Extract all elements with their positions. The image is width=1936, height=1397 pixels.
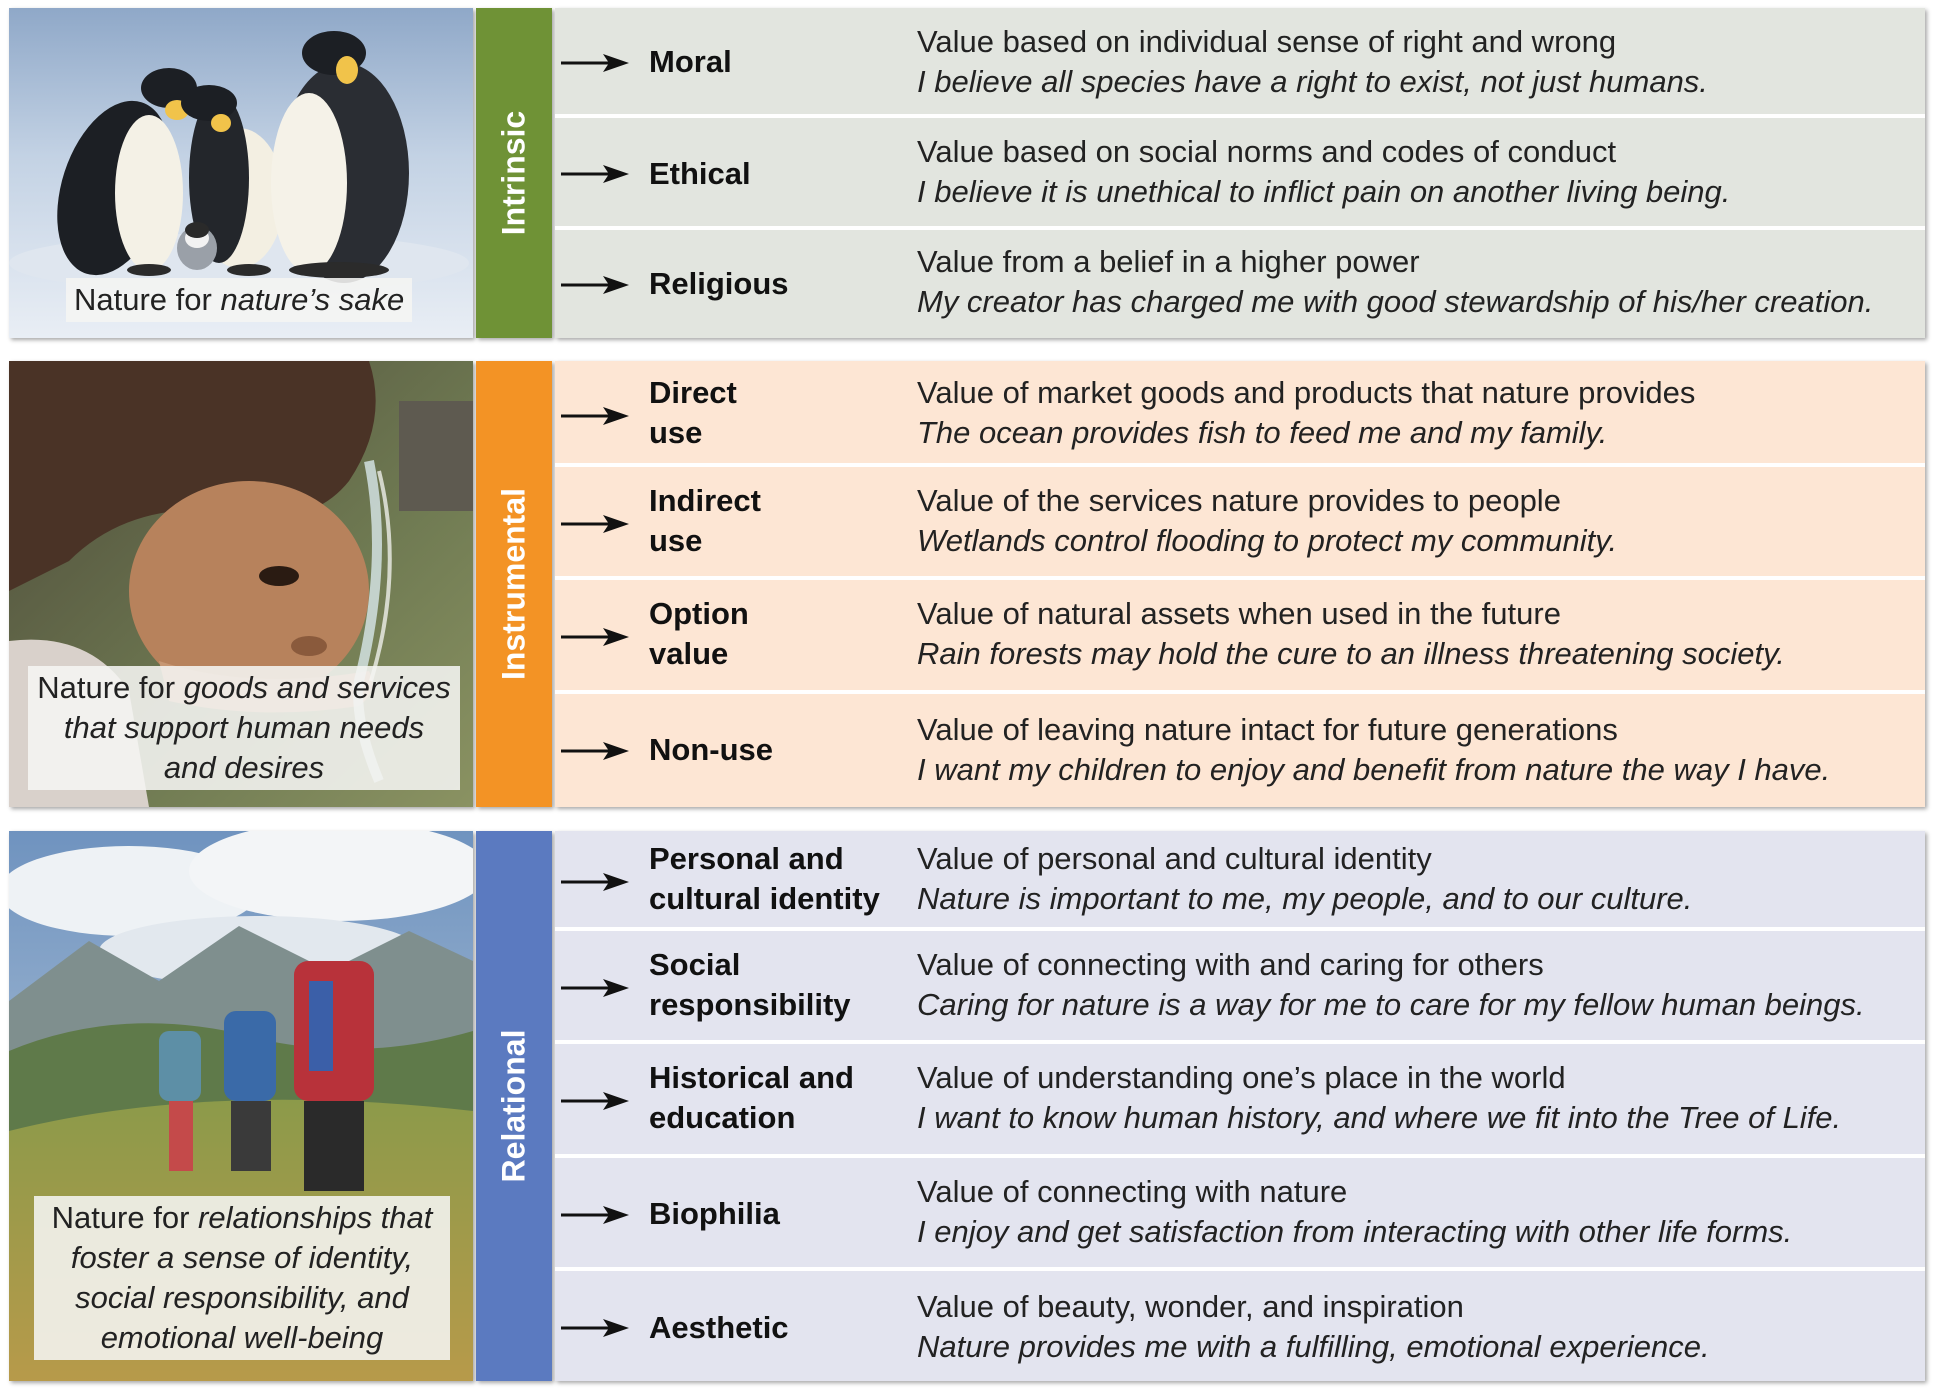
row-biophilia: [555, 1158, 1925, 1271]
row-direct-use: [555, 361, 1925, 467]
row-option-value: [555, 580, 1925, 694]
row-description: [917, 132, 1915, 212]
section-relational: [9, 831, 1925, 1381]
row-definition: Value of personal and cultural identity: [917, 841, 1432, 876]
row-description: [917, 242, 1915, 322]
arrow-icon: [559, 274, 629, 296]
row-label: Direct use: [649, 375, 737, 450]
row-definition: Value of the services nature provides to people: [917, 483, 1561, 518]
arrow-icon: [559, 52, 629, 74]
row-definition: Value of natural assets when used in the future: [917, 596, 1561, 631]
row-definition: Value of leaving nature intact for future generations: [917, 712, 1618, 747]
instrumental-band: [476, 361, 552, 807]
row-historical-education: [555, 1044, 1925, 1158]
hikers-photo: [9, 831, 473, 1381]
arrow-icon: [559, 163, 629, 185]
row-definition: Value of connecting with nature: [917, 1174, 1348, 1209]
row-example: I enjoy and get satisfaction from interacting with other life forms.: [917, 1214, 1793, 1249]
row-religious: [555, 230, 1925, 338]
row-description: [917, 710, 1915, 790]
row-description: [917, 945, 1915, 1025]
arrow-icon: [559, 977, 629, 999]
penguins-photo: [9, 8, 473, 338]
intrinsic-band: [476, 8, 552, 338]
arrow-icon: [559, 1317, 629, 1339]
instrumental-rows: [555, 361, 1925, 807]
row-description: [917, 1058, 1915, 1138]
row-label: Aesthetic: [649, 1310, 789, 1345]
row-description: [917, 594, 1915, 674]
row-definition: Value from a belief in a higher power: [917, 244, 1420, 279]
row-non-use: [555, 694, 1925, 807]
row-indirect-use: [555, 467, 1925, 580]
row-definition: Value of understanding one’s place in the world: [917, 1060, 1566, 1095]
intrinsic-rows: [555, 8, 1925, 338]
row-social-responsibility: [555, 931, 1925, 1044]
intrinsic-band-label: Intrinsic: [495, 110, 532, 236]
row-label: Moral: [649, 44, 732, 79]
row-description: [917, 22, 1915, 102]
relational-band: [476, 831, 552, 1381]
row-label: Historical and education: [649, 1060, 854, 1135]
arrow-icon: [559, 626, 629, 648]
row-label: Non-use: [649, 732, 773, 767]
relational-caption: Nature for relationships that foster a sense of identity, social responsibility, and emotional well-being: [34, 1196, 450, 1360]
row-example: The ocean provides fish to feed me and my family.: [917, 415, 1608, 450]
section-instrumental: [9, 361, 1925, 807]
row-definition: Value based on individual sense of right and wrong: [917, 24, 1617, 59]
row-label: Ethical: [649, 156, 751, 191]
arrow-icon: [559, 405, 629, 427]
row-example: I believe all species have a right to exist, not just humans.: [917, 64, 1708, 99]
row-example: Wetlands control flooding to protect my community.: [917, 523, 1618, 558]
arrow-icon: [559, 871, 629, 893]
row-definition: Value based on social norms and codes of conduct: [917, 134, 1617, 169]
arrow-icon: [559, 1204, 629, 1226]
intrinsic-caption: Nature for nature’s sake: [66, 278, 412, 322]
row-description: [917, 1287, 1915, 1367]
row-description: [917, 839, 1915, 919]
row-description: [917, 373, 1915, 453]
row-example: I want my children to enjoy and benefit from nature the way I have.: [917, 752, 1831, 787]
row-label: Social responsibility: [649, 947, 851, 1022]
row-description: [917, 481, 1915, 561]
section-intrinsic: [9, 8, 1925, 338]
row-label: Option value: [649, 596, 749, 671]
row-example: I believe it is unethical to inflict pain on another living being.: [917, 174, 1731, 209]
row-label: Indirect use: [649, 483, 761, 558]
row-label: Religious: [649, 266, 789, 301]
row-label: Biophilia: [649, 1196, 780, 1231]
row-ethical: [555, 118, 1925, 230]
instrumental-band-label: Instrumental: [495, 487, 532, 681]
row-example: Caring for nature is a way for me to care for my fellow human beings.: [917, 987, 1865, 1022]
arrow-icon: [559, 1090, 629, 1112]
relational-band-label: Relational: [495, 1029, 532, 1183]
row-definition: Value of market goods and products that nature provides: [917, 375, 1696, 410]
row-aesthetic: [555, 1271, 1925, 1381]
row-moral: [555, 8, 1925, 118]
row-personal-cultural-identity: [555, 831, 1925, 931]
arrow-icon: [559, 513, 629, 535]
row-description: [917, 1172, 1915, 1252]
row-label: Personal and cultural identity: [649, 841, 880, 916]
row-definition: Value of connecting with and caring for others: [917, 947, 1544, 982]
row-example: Nature is important to me, my people, and to our culture.: [917, 881, 1693, 916]
row-example: Rain forests may hold the cure to an illness threatening society.: [917, 636, 1785, 671]
relational-rows: [555, 831, 1925, 1381]
instrumental-caption: Nature for goods and services that support human needs and desires: [28, 666, 460, 790]
girl-drinking-photo: [9, 361, 473, 807]
arrow-icon: [559, 740, 629, 762]
row-example: I want to know human history, and where we fit into the Tree of Life.: [917, 1100, 1842, 1135]
row-example: Nature provides me with a fulfilling, emotional experience.: [917, 1329, 1710, 1364]
row-definition: Value of beauty, wonder, and inspiration: [917, 1289, 1464, 1324]
row-example: My creator has charged me with good stewardship of his/her creation.: [917, 284, 1874, 319]
